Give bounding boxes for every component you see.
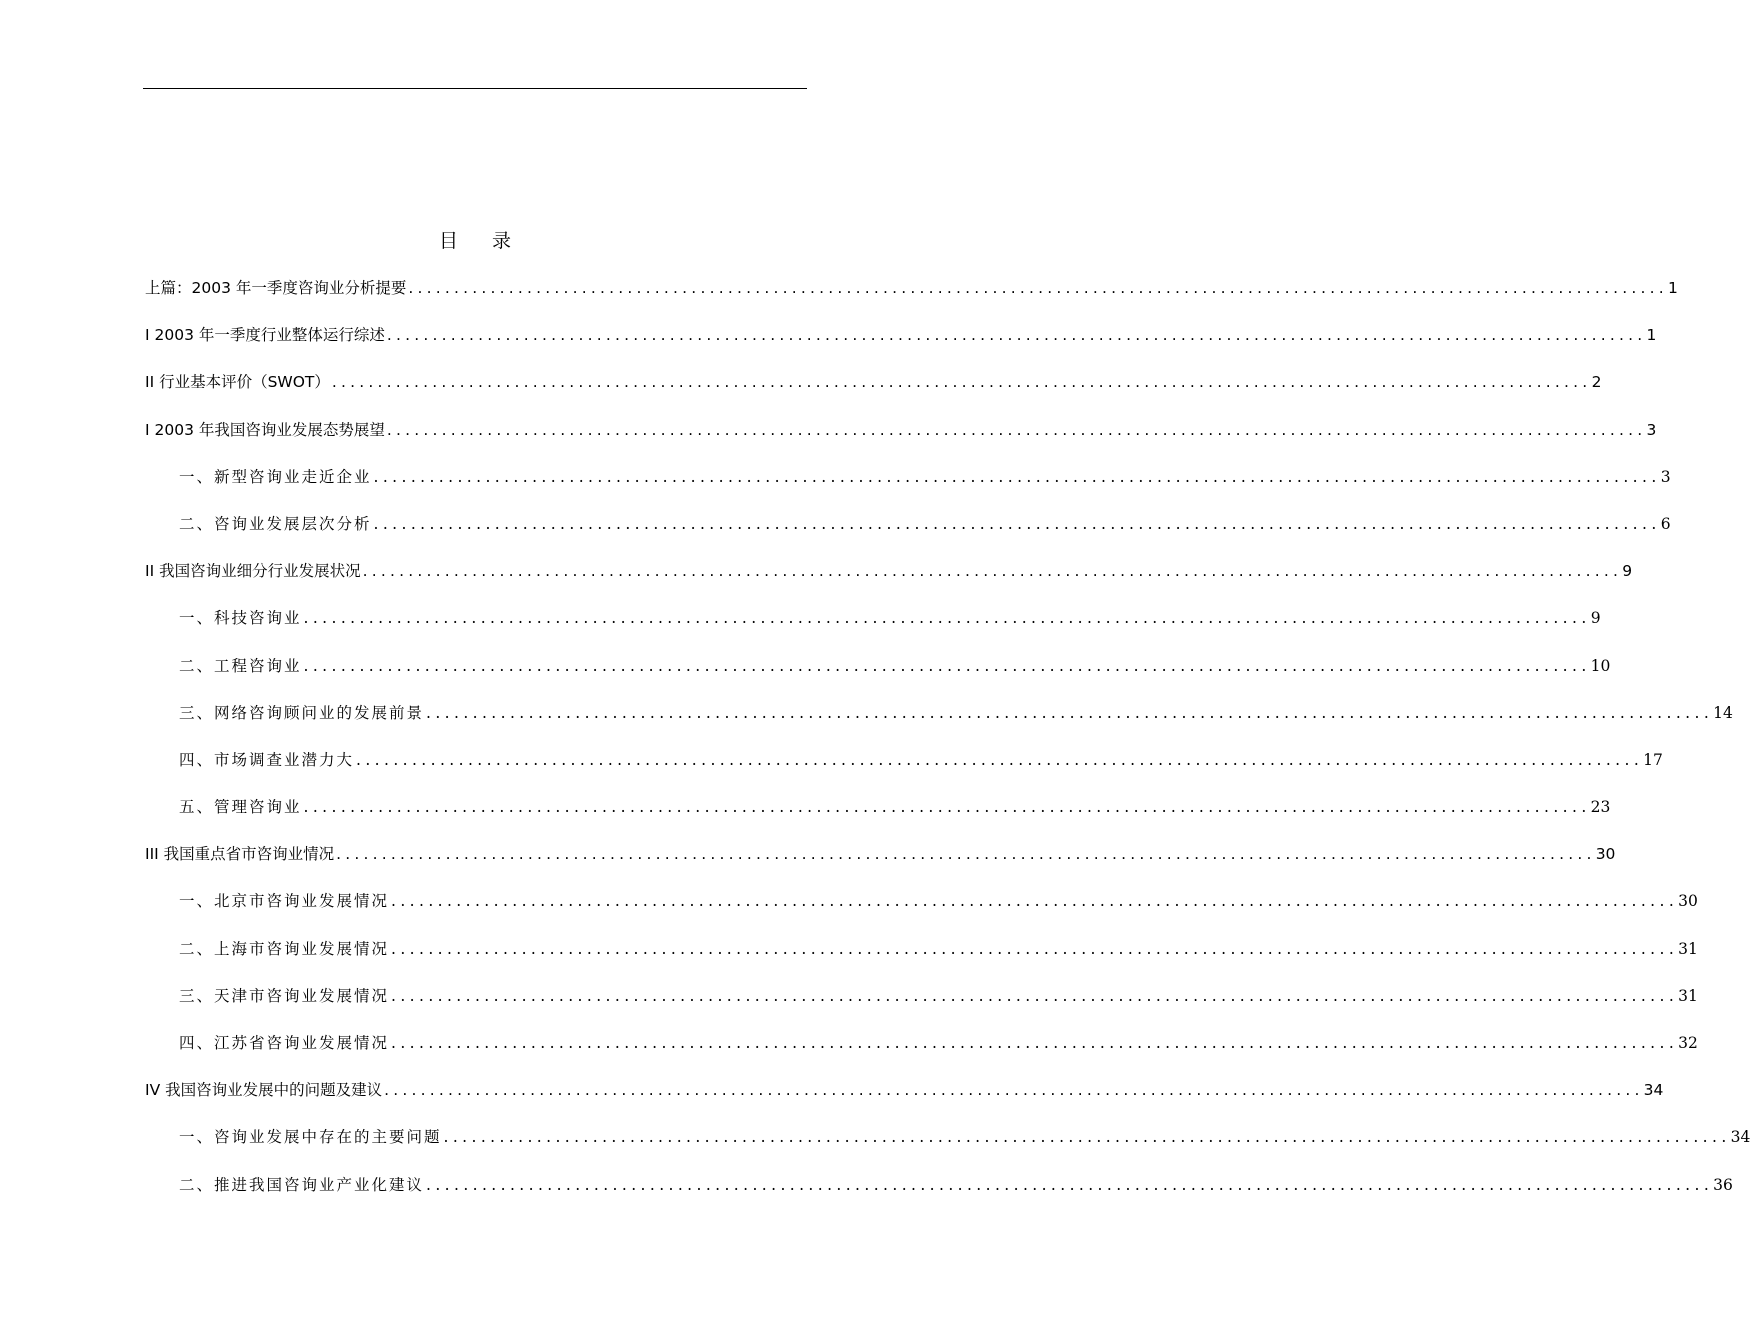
toc-entry-label: 二、推进我国咨询业产业化建议 — [179, 1175, 425, 1194]
toc-entry[interactable] — [145, 464, 1671, 511]
toc-leader: .......................................................................................................................................... — [373, 467, 1661, 486]
toc-leader: .......................................................................................................................................... — [391, 892, 1679, 911]
toc-page-number: 3 — [1646, 420, 1657, 439]
toc-entry[interactable] — [145, 700, 1733, 747]
toc-leader: .......................................................................................................................................... — [356, 750, 1644, 769]
toc-page-number: 3 — [1660, 467, 1671, 486]
toc-entry-label: IV 我国咨询业发展中的问题及建议 — [145, 1081, 383, 1100]
toc-page-number: 31 — [1678, 986, 1698, 1005]
toc-page-number: 31 — [1678, 939, 1698, 958]
toc-page-number: 23 — [1590, 798, 1611, 817]
toc-entry[interactable] — [145, 747, 1663, 794]
toc-entry-label: 四、市场调查业潜力大 — [179, 750, 355, 769]
toc-entry[interactable] — [145, 322, 1657, 369]
toc-leader: .......................................................................................................................................... — [362, 562, 1623, 581]
toc-entry-label: 二、咨询业发展层次分析 — [179, 514, 372, 533]
toc-leader: .......................................................................................................................................... — [391, 939, 1679, 958]
toc-entry[interactable] — [145, 936, 1698, 983]
toc-leader: .......................................................................................................................................... — [391, 1034, 1679, 1052]
toc-entry-label: I 2003 年一季度行业整体运行综述 — [145, 326, 385, 345]
toc-page-number: 6 — [1660, 514, 1671, 533]
toc-entry-label: III 我国重点省市咨询业情况 — [145, 845, 335, 864]
toc-list — [145, 275, 1750, 1219]
toc-title-part2: 录 — [492, 230, 512, 252]
toc-leader: .......................................................................................................................................... — [386, 420, 1647, 439]
toc-page-number: 1 — [1646, 326, 1657, 345]
toc-leader: .......................................................................................................................................... — [303, 656, 1591, 675]
toc-page-number: 34 — [1730, 1128, 1750, 1147]
toc-entry[interactable] — [145, 983, 1698, 1030]
toc-entry-label: 二、上海市咨询业发展情况 — [179, 939, 390, 958]
toc-entry-label: 四、江苏省咨询业发展情况 — [179, 1034, 390, 1052]
toc-leader: .......................................................................................................................................... — [408, 279, 1668, 297]
toc-leader: .......................................................................................................................................... — [384, 1081, 1644, 1100]
toc-leader: .......................................................................................................................................... — [303, 609, 1591, 628]
toc-title-part1: 目 — [438, 230, 458, 252]
toc-leader: .......................................................................................................................................... — [391, 986, 1679, 1005]
toc-leader: .......................................................................................................................................... — [426, 1175, 1714, 1194]
toc-page-number: 32 — [1678, 1034, 1698, 1052]
toc-leader: .......................................................................................................................................... — [331, 373, 1592, 392]
toc-entry-label: 五、管理咨询业 — [179, 798, 302, 817]
toc-entry[interactable] — [145, 841, 1616, 888]
toc-leader: .......................................................................................................................................... — [386, 326, 1647, 345]
toc-page-number: 14 — [1713, 703, 1733, 722]
toc-entry[interactable] — [145, 417, 1657, 464]
toc-page-number: 1 — [1668, 279, 1678, 297]
toc-leader: .......................................................................................................................................... — [426, 703, 1714, 722]
toc-entry[interactable] — [145, 1077, 1664, 1124]
toc-entry[interactable] — [145, 369, 1602, 416]
toc-entry[interactable] — [145, 653, 1611, 700]
toc-entry[interactable] — [145, 275, 1678, 322]
toc-entry[interactable] — [145, 511, 1671, 558]
toc-entry[interactable] — [145, 1030, 1698, 1077]
toc-entry[interactable] — [145, 1172, 1733, 1219]
toc-entry[interactable] — [145, 1124, 1750, 1171]
toc-leader: .......................................................................................................................................... — [336, 845, 1596, 864]
toc-page-number: 30 — [1678, 892, 1698, 911]
toc-leader: .......................................................................................................................................... — [443, 1128, 1731, 1147]
toc-entry-label: 一、科技咨询业 — [179, 609, 302, 628]
toc-entry[interactable] — [145, 605, 1601, 652]
toc-page-number: 30 — [1595, 845, 1616, 864]
toc-entry-label: 三、网络咨询顾问业的发展前景 — [179, 703, 425, 722]
header-rule — [143, 88, 807, 89]
toc-entry-label: I 2003 年我国咨询业发展态势展望 — [145, 420, 385, 439]
toc-title — [0, 226, 950, 253]
toc-entry-label: 二、工程咨询业 — [179, 656, 302, 675]
toc-page-number: 2 — [1591, 373, 1602, 392]
toc-page-number: 17 — [1643, 750, 1663, 769]
toc-page-number: 9 — [1590, 609, 1601, 628]
toc-entry-label: II 我国咨询业细分行业发展状况 — [145, 562, 361, 581]
toc-entry-label: II 行业基本评价（SWOT） — [145, 373, 330, 392]
toc-page-number: 36 — [1713, 1175, 1733, 1194]
toc-entry[interactable] — [145, 794, 1611, 841]
toc-leader: .......................................................................................................................................... — [303, 798, 1591, 817]
toc-entry-label: 三、天津市咨询业发展情况 — [179, 986, 390, 1005]
toc-entry-label: 一、新型咨询业走近企业 — [179, 467, 372, 486]
toc-entry[interactable] — [145, 888, 1698, 935]
toc-page-number: 10 — [1590, 656, 1611, 675]
toc-entry-label: 一、咨询业发展中存在的主要问题 — [179, 1128, 442, 1147]
toc-entry-label: 上篇：2003 年一季度咨询业分析提要 — [145, 279, 407, 297]
toc-page-number: 9 — [1622, 562, 1633, 581]
toc-page-number: 34 — [1643, 1081, 1664, 1100]
toc-entry[interactable] — [145, 558, 1633, 605]
toc-leader: .......................................................................................................................................... — [373, 514, 1661, 533]
toc-entry-label: 一、北京市咨询业发展情况 — [179, 892, 390, 911]
